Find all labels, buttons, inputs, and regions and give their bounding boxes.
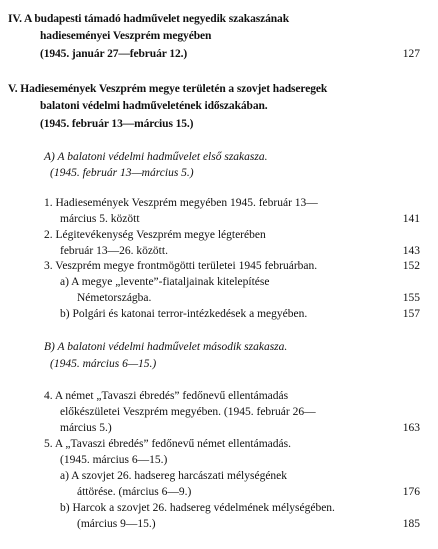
toc-entry-line: [0, 244, 438, 259]
toc-entry-4-line-1: 4. A német „Tavaszi ébredés” fedőnevű ellentámadás: [44, 390, 289, 402]
toc-entry-5-line-2: (1945. március 6—15.): [60, 454, 168, 466]
toc-heading-line: [0, 117, 438, 132]
part-4-heading-line-3: (1945. január 27—február 12.): [40, 48, 188, 60]
toc-entry-4-line-3: március 5.): [60, 422, 112, 434]
page-number: 185: [402, 518, 420, 530]
toc-entry-4-line-2: előkészületei Veszprém megyében. (1945. február 26—: [60, 406, 316, 418]
toc-entry-line: [0, 291, 438, 306]
section-title-line: [0, 166, 438, 181]
toc-entry-line: [0, 501, 438, 516]
toc-entry-line: [0, 228, 438, 243]
page-number: 152: [402, 260, 420, 272]
toc-entry-2-line-2: február 13—26. között.: [60, 245, 168, 257]
toc-entry-line: [0, 275, 438, 290]
toc-entry-3b-line-1: b) Polgári és katonai terror-intézkedések a megyében.: [60, 308, 308, 320]
toc-entry-5b-line-1: b) Harcok a szovjet 26. hadsereg védelmének mélységében.: [60, 502, 335, 514]
toc-heading-line: [0, 47, 438, 62]
toc-entry-1-line-2: március 5. között: [60, 213, 140, 225]
toc-entry-3a-line-1: a) A megye „levente”-fiataljainak kitelepítése: [60, 276, 270, 288]
part-4-heading-line-1: IV. A budapesti támadó hadművelet negyedik szakaszának: [8, 13, 289, 25]
page-number: 176: [402, 486, 420, 498]
section-title-line: [0, 340, 438, 355]
toc-entry-2-line-1: 2. Légitevékenység Veszprém megye légterében: [44, 229, 266, 241]
part-5-heading-line-1: V. Hadiesemények Veszprém megye területén a szovjet hadseregek: [8, 83, 328, 95]
part-5-heading-line-2: balatoni védelmi hadműveletének időszakában.: [40, 100, 268, 112]
toc-heading-line: [0, 29, 438, 44]
toc-entry-3a-line-2: Németországba.: [77, 292, 152, 304]
toc-entry-line: [0, 469, 438, 484]
toc-entry-line: [0, 485, 438, 500]
page-number: 143: [402, 245, 420, 257]
toc-entry-line: [0, 389, 438, 404]
part-5-heading-line-3: (1945. február 13—március 15.): [40, 118, 194, 130]
section-b-title-line-1: B) A balatoni védelmi hadművelet második szakasza.: [44, 341, 288, 353]
toc-entry-line: [0, 259, 438, 274]
page-number: 157: [402, 308, 420, 320]
toc-entry-line: [0, 421, 438, 436]
page-number: 155: [402, 292, 420, 304]
toc-heading-line: [0, 12, 438, 27]
toc-entry-1-line-1: 1. Hadiesemények Veszprém megyében 1945. február 13—: [44, 197, 318, 209]
toc-entry-5a-line-2: áttörése. (március 6—9.): [77, 486, 192, 498]
toc-entry-line: [0, 307, 438, 322]
toc-heading-line: [0, 99, 438, 114]
toc-entry-line: [0, 212, 438, 227]
toc-entry-5-line-1: 5. A „Tavaszi ébredés” fedőnevű német ellentámadás.: [44, 438, 291, 450]
page-number: 163: [402, 422, 420, 434]
toc-entry-line: [0, 453, 438, 468]
page-number: 127: [402, 48, 420, 60]
toc-entry-3-line-1: 3. Veszprém megye frontmögötti területei 1945 februárban.: [44, 260, 318, 272]
part-4-heading-line-2: hadieseményei Veszprém megyében: [40, 30, 212, 42]
toc-entry-line: [0, 437, 438, 452]
toc-heading-line: [0, 82, 438, 97]
section-title-line: [0, 357, 438, 372]
toc-entry-line: [0, 517, 438, 532]
toc-entry-line: [0, 405, 438, 420]
toc-entry-line: [0, 196, 438, 211]
page-number: 141: [402, 213, 420, 225]
section-b-title-line-2: (1945. március 6—15.): [50, 358, 157, 370]
section-a-title-line-1: A) A balatoni védelmi hadművelet első szakasza.: [44, 151, 268, 163]
toc-entry-5a-line-1: a) A szovjet 26. hadsereg harcászati mélységének: [60, 470, 288, 482]
section-a-title-line-2: (1945. február 13—március 5.): [50, 167, 194, 179]
toc-entry-5b-line-2: (március 9—15.): [77, 518, 156, 530]
section-title-line: [0, 150, 438, 165]
